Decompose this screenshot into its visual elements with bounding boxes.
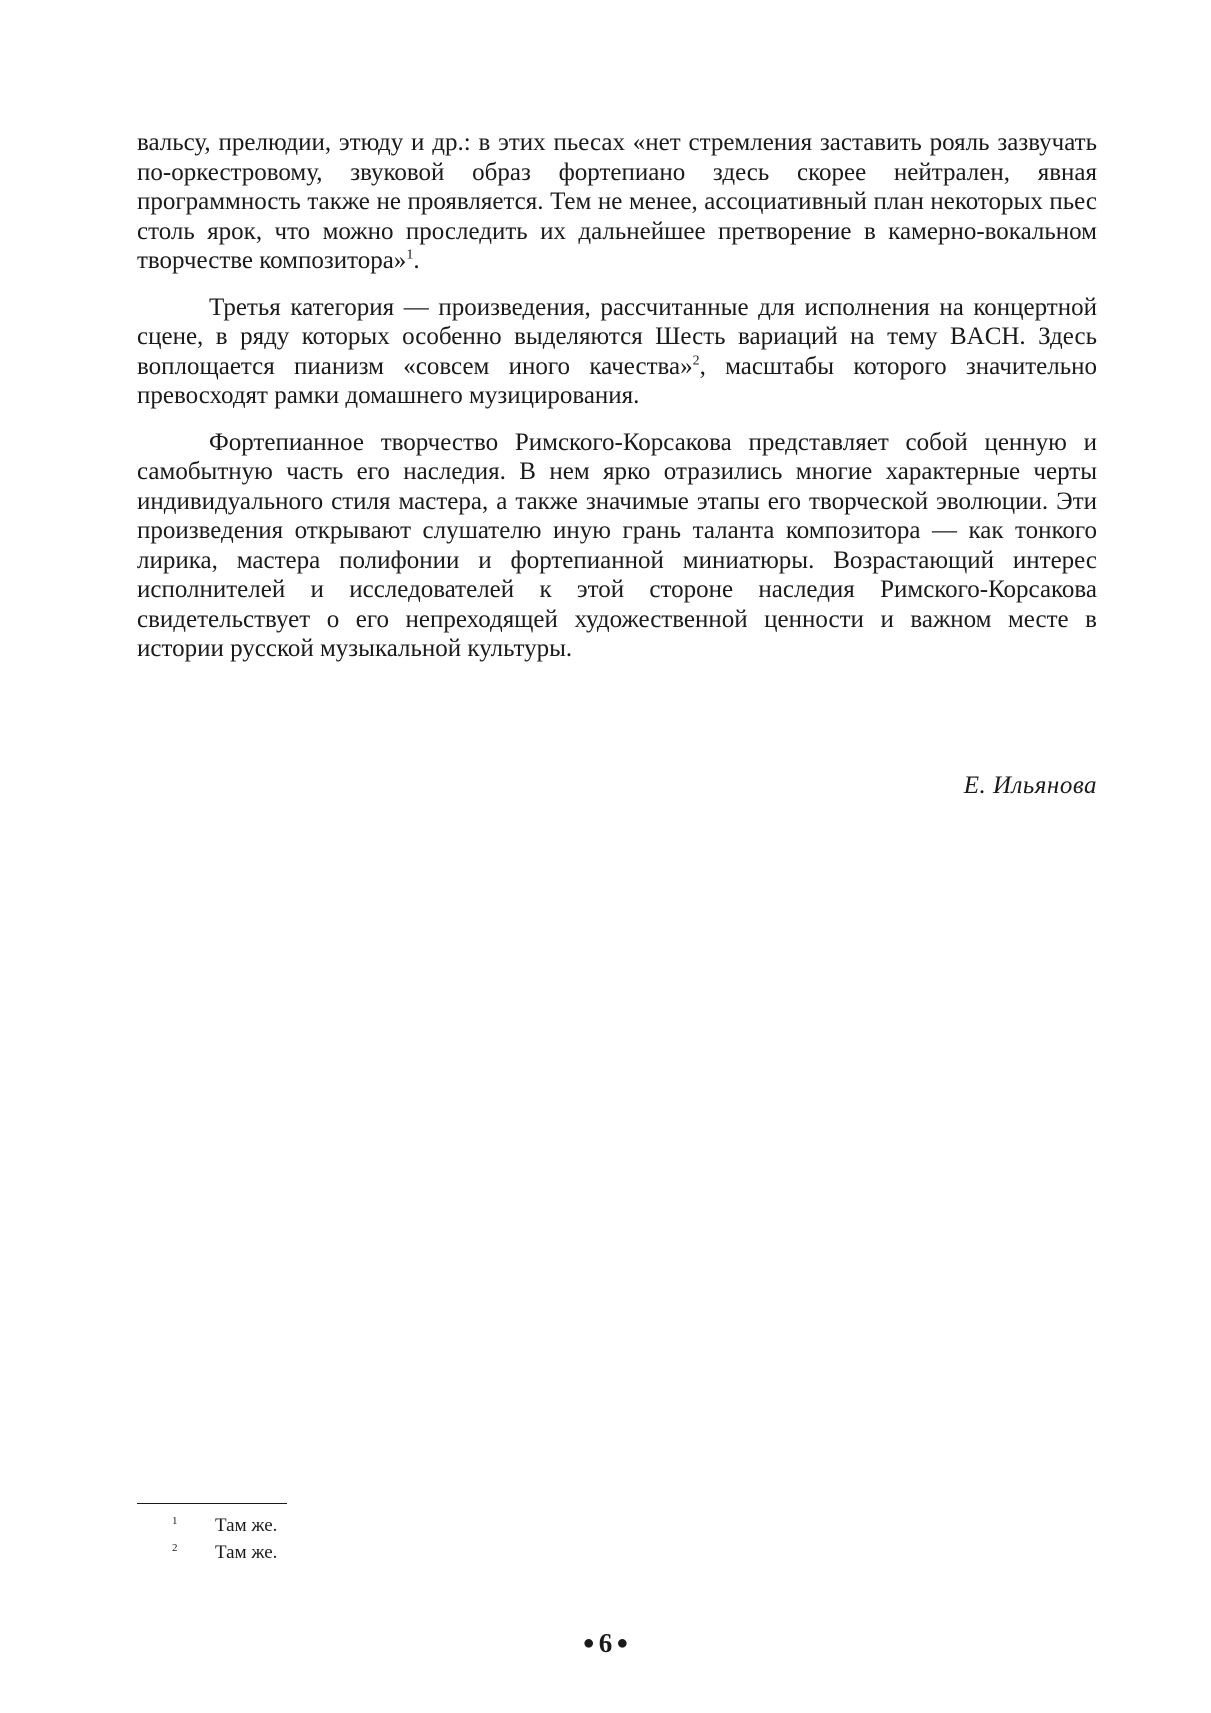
paragraph-2-text: Третья категория — произведения, рассчитанные для исполнения на концертной сцене, в ряду которых особенно выделяются Шесть вариаций на тему BACH. Здесь воплощается пианизм «совсем иного качества» <box>137 293 1097 380</box>
body-text <box>137 128 1097 681</box>
footnote-2 <box>137 1539 637 1566</box>
page-number-value: 6 <box>598 1628 613 1658</box>
author-signature: Е. Ильянова <box>963 772 1097 799</box>
footnote-ref-1[interactable]: 1 <box>406 247 414 263</box>
footnotes <box>137 1512 637 1566</box>
bullet-icon: ● <box>582 1632 595 1654</box>
footnote-ref-2[interactable]: 2 <box>692 353 700 369</box>
bullet-icon: ● <box>616 1632 629 1654</box>
paragraph-2 <box>137 293 1097 411</box>
footnote-text: Там же. <box>215 1542 278 1563</box>
footnote-number: 2 <box>172 1542 178 1554</box>
page-number <box>0 1628 1211 1659</box>
paragraph-1-end: . <box>413 247 420 274</box>
paragraph-3 <box>137 428 1097 664</box>
paragraph-3-text: Фортепианное творчество Римского-Корсакова представляет собой ценную и самобытную часть его наследия. В нем ярко отразились многие характерные черты индивидуального стиля мастера, а также значимые этапы его творческой эволюции. Эти произведения открывают слушателю иную грань таланта композитора — как тонкого лирика, мастера полифонии и фортепианной миниатюры. Возрастающий интерес исполнителей и исследователей к этой стороне наследия Римского-Корсакова свидетельствует о его непреходящей художественной ценности и важном месте в истории русской музыкальной культуры. <box>137 428 1097 662</box>
footnote-number: 1 <box>172 1515 178 1527</box>
paragraph-2-continuation: , масштабы которого значительно превосходят рамки домашнего музицирования. <box>137 352 1098 409</box>
footnote-divider <box>137 1503 287 1504</box>
footnote-text: Там же. <box>215 1515 278 1536</box>
footnote-1 <box>137 1512 637 1539</box>
paragraph-1-text: вальсу, прелюдии, этюду и др.: в этих пьесах «нет стремления заставить рояль зазвучать по-оркестровому, звуковой образ фортепиано здесь скорее нейтрален, явная программность также не проявляется. Тем не менее, ассоциативный план некоторых пьес столь ярок, что можно проследить их дальнейшее претворение в камерно-вокальном творчестве композитора» <box>137 129 1097 274</box>
paragraph-1 <box>137 128 1097 276</box>
